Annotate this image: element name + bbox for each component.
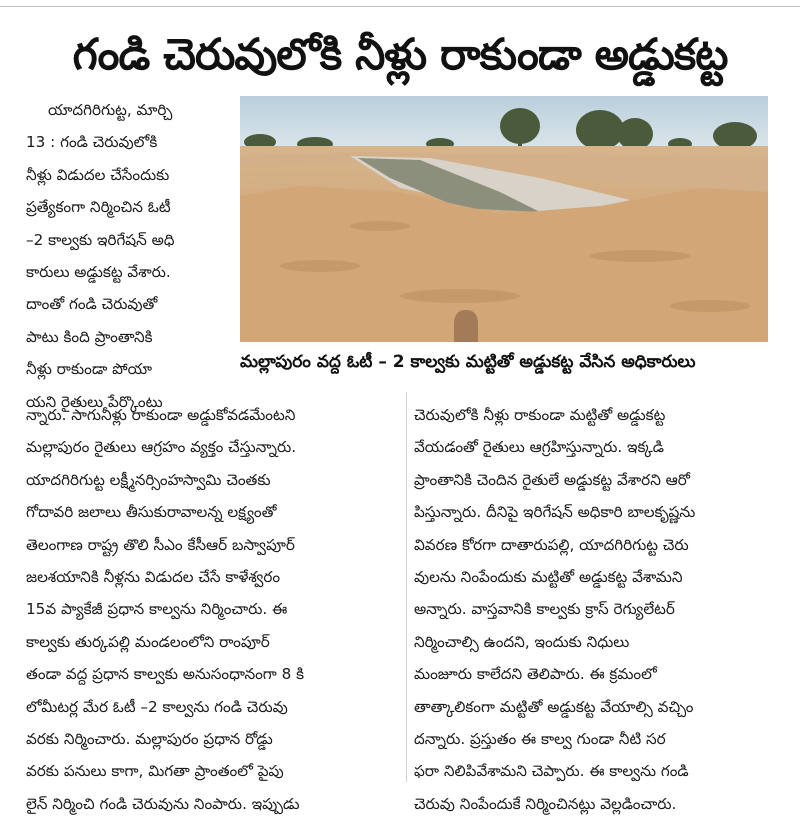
text-line: మంజూరు కాలేదని తెలిపారు. ఈ క్రమంలో — [414, 665, 657, 684]
column-divider — [406, 392, 407, 782]
photographer-shadow — [454, 310, 478, 342]
text-line: వులను నింపేందుకు మట్టితో అడ్డుకట్ట వేశామని — [414, 568, 683, 587]
text-line: యాదగిరిగుట్ట, మార్చి — [48, 101, 173, 119]
text-line: దాంతో గండి చెరువుతో — [26, 295, 158, 314]
text-line: తెలంగాణ రాష్ట్ర తొలి సీఎం కేసీఆర్ బస్వాపూర్ — [26, 535, 295, 554]
text-line: లోమీటర్ల మేర ఓటీ –2 కాల్వను గండి చెరువు — [26, 697, 288, 716]
text-line: ప్రాంతానికి చెందిన రైతులే అడ్డుకట్ట వేశారని ఆరో — [414, 470, 690, 489]
text-line: మల్లాపురం రైతులు ఆగ్రహం వ్యక్తం చేస్తున్నారు. — [26, 438, 297, 457]
text-line: పిస్తున్నారు. దీనిపై ఇరిగేషన్ అధికారి బాలకృష్ణను — [414, 503, 696, 522]
text-line: తాత్కాలికంగా మట్టితో అడ్డుకట్ట వేయాల్సి వచ్చిం — [414, 697, 694, 716]
text-line: గోదావరి జలాలు తీసుకురావాలన్న లక్ష్యంతో — [26, 503, 277, 522]
text-line: చెరువులోకి నీళ్లు రాకుండా మట్టితో అడ్డుకట్ట — [414, 406, 666, 424]
left-column-top — [26, 94, 234, 418]
right-column — [414, 399, 780, 820]
text-line: ప్రత్యేకంగా నిర్మించిన ఓటీ — [26, 198, 171, 217]
canal-photo-illustration — [240, 96, 768, 342]
text-line: జలశయానికి నీళ్లను విడుదల చేసే కాళేశ్వరం — [26, 568, 281, 587]
text-line: చెరువు నింపేందుకే నిర్మించినట్లు వెల్లడించారు. — [414, 794, 677, 813]
text-line: వేయడంతో రైతులు ఆగ్రహిస్తున్నారు. ఇక్కడి — [414, 438, 664, 457]
text-line: 15వ ప్యాకేజీ ప్రధాన కాల్వను నిర్మించారు. ఈ — [26, 600, 288, 619]
text-line: పాటు కింది ప్రాంతానికి — [26, 327, 153, 346]
text-line: తండా వద్ద ప్రధాన కాల్వకు అనుసంధానంగా 8 కి — [26, 665, 305, 684]
text-line: కాల్వకు తుర్కపల్లి మండలంలోని రాంపూర్ — [26, 632, 270, 651]
canal-photo — [240, 96, 768, 342]
text-line: నీళ్లు రాకుండా పోయా — [26, 360, 153, 379]
text-line: 13 : గండి చెరువులోకి — [26, 133, 158, 152]
text-line: నీళ్లు విడుదల చేసేందుకు — [26, 165, 170, 184]
text-line: లైన్ నిర్మించి గండి చెరువును నింపారు. ఇప్పుడు — [26, 794, 300, 813]
photo-caption: మల్లాపురం వద్ద ఓటీ – 2 కాల్వకు మట్టితో అడ్డుకట్ట వేసిన అధికారులు — [240, 352, 696, 372]
headline: గండి చెరువులోకి నీళ్లు రాకుండా అడ్డుకట్ట — [72, 30, 728, 80]
top-rule — [0, 0, 800, 7]
text-line: నిర్మించాల్సి ఉందని, ఇందుకు నిధులు — [414, 632, 630, 651]
text-line: దన్నారు. ప్రస్తుతం ఈ కాల్వ గుండా నీటి సర — [414, 730, 666, 749]
text-line: కారులు అడ్డుకట్ట వేశారు. — [26, 263, 171, 282]
text-line: అన్నారు. వాస్తవానికి కాల్వకు క్రాస్ రెగ్యులేటర్ — [414, 600, 675, 619]
text-line: యాదగిరిగుట్ట లక్ష్మీనర్సింహస్వామి చెంతకు — [26, 470, 271, 489]
text-line: వరకు నిర్మించారు. మల్లాపురం ప్రధాన రోడ్డు — [26, 730, 273, 749]
text-line: –2 కాల్వకు ఇరిగేషన్ అధి — [26, 230, 175, 249]
text-line: యని రైతులు పేర్కొంటు — [26, 392, 163, 411]
text-line: వరకు పనులు కాగా, మిగతా ప్రాంతంలో పైపు — [26, 762, 284, 781]
text-line: ఫరా నిలిపివేశామని చెప్పారు. ఈ కాల్వను గండి — [414, 762, 689, 781]
text-line: న్నారు. సాగునీళ్లు రాకుండా అడ్డుకోవడమేంటని — [26, 406, 296, 424]
text-line: వివరణ కోరగా దాతారుపల్లి, యాదగిరిగుట్ట చెరు — [414, 535, 689, 554]
left-column-bottom — [26, 399, 400, 820]
